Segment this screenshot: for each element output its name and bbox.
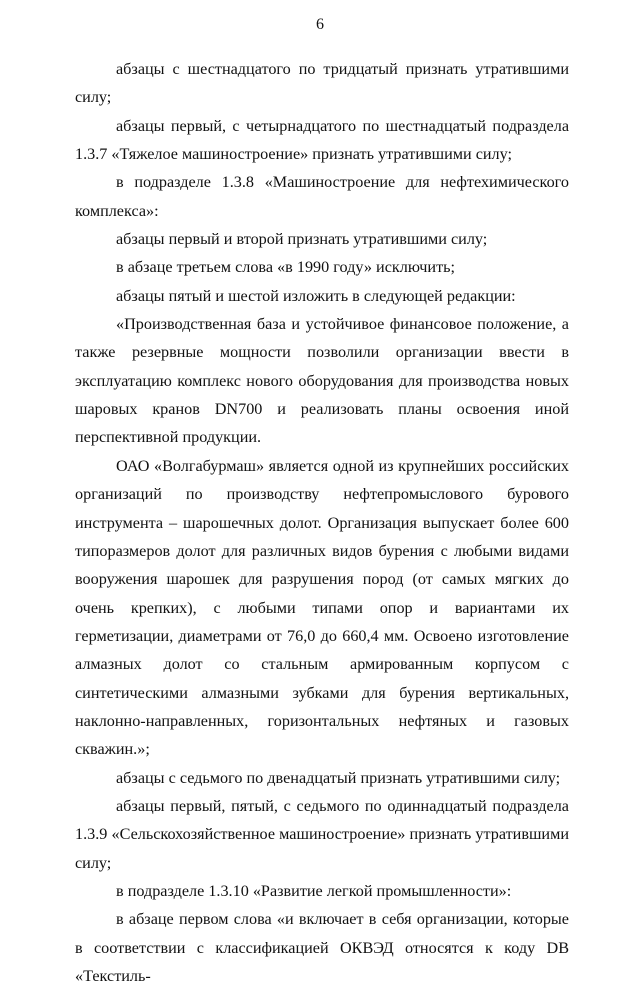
paragraph: в подразделе 1.3.10 «Развитие легкой промышленности»:	[116, 881, 512, 900]
paragraph: ОАО «Волгабурмаш» является одной из крупнейших российских организаций по производству нефтепромыслового бурового инструмента – шарошечных долот. Организация выпускает более 600 типоразмеров долот для различных видов бурения с любыми видами вооружения шарошек для разрушения пород (от самых мягких до очень крепких), с любыми типами опор и вариантами их герметизации, диаметрами от 76,0 до 660,4 мм. Освоено изготовление алмазных долот со стальным армированным корпусом с синтетическими алмазными зубками для бурения вертикальных, наклонно-направленных, горизонтальных нефтяных и газовых скважин.»;	[75, 456, 569, 759]
paragraph: в абзаце третьем слова «в 1990 году» исключить;	[116, 258, 456, 277]
paragraph: абзацы первый, пятый, с седьмого по одиннадцатый подраздела 1.3.9 «Сельскохозяйственное машиностроение» признать утратившими силу;	[75, 796, 569, 872]
paragraph: в абзаце первом слова «и включает в себя организации, которые в соответствии с классификацией ОКВЭД относятся к коду DB «Текстиль-	[75, 910, 569, 985]
document-body	[75, 55, 569, 990]
paragraph: в подразделе 1.3.8 «Машиностроение для нефтехимического комплекса»:	[75, 173, 569, 220]
paragraph: абзацы с седьмого по двенадцатый признать утратившими силу;	[116, 768, 561, 787]
paragraph: абзацы первый, с четырнадцатого по шестнадцатый подраздела 1.3.7 «Тяжелое машиностроение» признать утратившими силу;	[75, 116, 569, 164]
paragraph: абзацы с шестнадцатого по тридцатый признать утратившими силу;	[75, 60, 569, 107]
paragraph: «Производственная база и устойчивое финансовое положение, а также резервные мощности позволили организации ввести в эксплуатацию комплекс нового оборудования для производства новых шаровых кранов DN700 и реализовать планы освоения иной перспективной продукции.	[75, 315, 569, 447]
paragraph: абзацы пятый и шестой изложить в следующей редакции:	[116, 286, 516, 305]
page-number: 6	[316, 16, 324, 33]
paragraph: абзацы первый и второй признать утратившими силу;	[116, 230, 488, 249]
